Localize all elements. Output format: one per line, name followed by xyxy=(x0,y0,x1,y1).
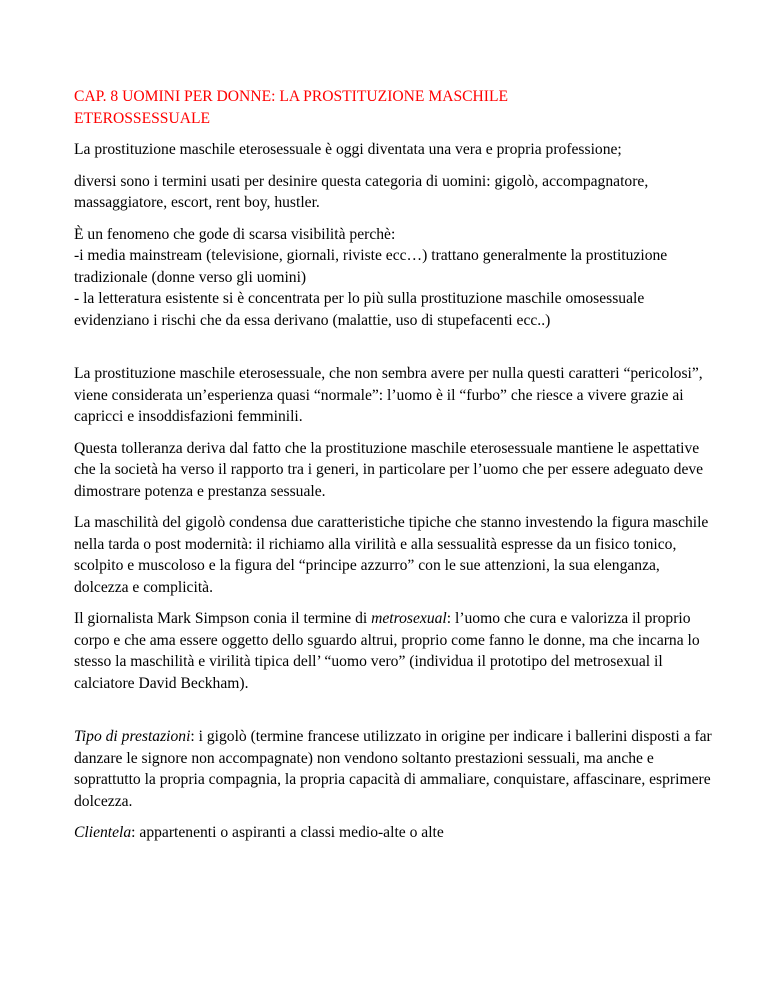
paragraph-7-text-after: : l’uomo che cura e valorizza il proprio corpo e che ama essere oggetto dello sguardo altrui, proprio come fanno le donne, ma che incarna lo stesso la maschilità e virilità tipica dell’ “uomo vero” (individua il prototipo del metrosexual il calciatore David Beckham). xyxy=(74,610,700,692)
paragraph-8-text: : i gigolò (termine francese utilizzato in origine per indicare i ballerini disposti a far danzare le signore non accompagnate) non vendono soltanto prestazioni sessuali, ma anche e soprattutto la propria compagnia, la propria capacità di ammaliare, conquistare, affascinare, esprimere dolcezza. xyxy=(74,728,712,810)
paragraph-8 xyxy=(74,726,714,812)
paragraph-3-line-3: - la letteratura esistente si è concentrata per lo più sulla prostituzione maschile omosessuale evidenziano i rischi che da essa derivano (malattie, uso di stupefacenti ecc..) xyxy=(74,290,645,329)
clientela-term: Clientela xyxy=(74,824,132,841)
paragraph-9-text: : appartenenti o aspiranti a classi medio-alte o alte xyxy=(131,824,444,841)
chapter-title-line-1: CAP. 8 UOMINI PER DONNE: LA PROSTITUZIONE MASCHILE xyxy=(74,88,509,105)
paragraph-7 xyxy=(74,608,714,694)
paragraph-3 xyxy=(74,224,714,332)
paragraph-6: La maschilità del gigolò condensa due caratteristiche tipiche che stanno investendo la figura maschile nella tarda o post modernità: il richiamo alla virilità e alla sessualità espresse da un fisico tonico, scolpito e muscoloso e la figura del “principe azzurro” con le sue attenzioni, la sua elenganza, dolcezza e complicità. xyxy=(74,514,709,596)
paragraph-5: Questa tolleranza deriva dal fatto che la prostituzione maschile eterosessuale mantiene le aspettative che la società ha verso il rapporto tra i generi, in particolare per l’uomo che per essere adeguato deve dimostrare potenza e prestanza sessuale. xyxy=(74,439,704,500)
metrosexual-term: metrosexual xyxy=(371,610,447,627)
paragraph-1: La prostituzione maschile eterosessuale è oggi diventata una vera e propria professione; xyxy=(74,141,622,158)
chapter-title-line-2: ETEROSSESSUALE xyxy=(74,109,211,127)
paragraph-9 xyxy=(74,822,714,844)
chapter-title xyxy=(74,86,714,129)
paragraph-2: diversi sono i termini usati per desinire questa categoria di uomini: gigolò, accompagnatore, massaggiatore, escort, rent boy, hustler. xyxy=(74,172,649,211)
paragraph-7-text-before: Il giornalista Mark Simpson conia il termine di xyxy=(74,610,372,627)
paragraph-3-line-2: -i media mainstream (televisione, giornali, riviste ecc…) trattano generalmente la prostituzione tradizionale (donne verso gli uomini) xyxy=(74,247,668,286)
document-page xyxy=(74,86,714,854)
paragraph-4: La prostituzione maschile eterosessuale, che non sembra avere per nulla questi caratteri “pericolosi”, viene considerata un’esperienza quasi “normale”: l’uomo è il “furbo” che riesce a vivere grazie ai capricci e insoddisfazioni femminili. xyxy=(74,365,703,425)
paragraph-3-line-1: È un fenomeno che gode di scarsa visibilità perchè: xyxy=(74,225,396,243)
tipo-di-prestazioni-term: Tipo di prestazioni xyxy=(74,728,191,745)
